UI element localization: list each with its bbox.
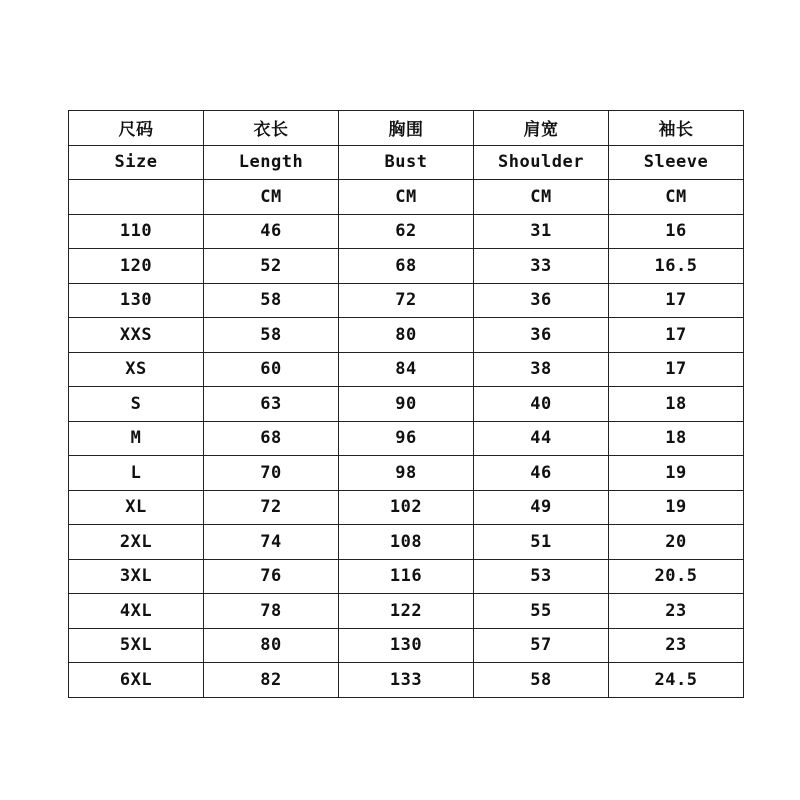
cell-bust: 72: [339, 283, 474, 318]
cell-length: 70: [204, 456, 339, 491]
cell-size: L: [69, 456, 204, 491]
cell-shoulder: 36: [474, 283, 609, 318]
cell-size: 5XL: [69, 628, 204, 663]
cell-size: 110: [69, 214, 204, 249]
table-row: [69, 421, 744, 456]
cell-length: 52: [204, 249, 339, 284]
cell-shoulder: 46: [474, 456, 609, 491]
cell-bust: 130: [339, 628, 474, 663]
unit-size: [69, 180, 204, 215]
cell-sleeve: 23: [609, 594, 744, 629]
cell-shoulder: 58: [474, 663, 609, 698]
size-chart-body: [69, 111, 744, 698]
cell-shoulder: 53: [474, 559, 609, 594]
table-row: [69, 559, 744, 594]
table-row: [69, 318, 744, 353]
cell-bust: 122: [339, 594, 474, 629]
cell-bust: 108: [339, 525, 474, 560]
cell-length: 78: [204, 594, 339, 629]
table-row: [69, 214, 744, 249]
cell-bust: 68: [339, 249, 474, 284]
table-row: [69, 283, 744, 318]
cell-sleeve: 18: [609, 421, 744, 456]
cell-sleeve: 20: [609, 525, 744, 560]
cell-length: 76: [204, 559, 339, 594]
cell-bust: 133: [339, 663, 474, 698]
cell-size: 4XL: [69, 594, 204, 629]
cell-sleeve: 17: [609, 318, 744, 353]
cell-length: 60: [204, 352, 339, 387]
header-row-english: [69, 145, 744, 180]
cell-length: 63: [204, 387, 339, 422]
table-row: [69, 352, 744, 387]
cell-bust: 90: [339, 387, 474, 422]
header-row-chinese: [69, 111, 744, 146]
cell-length: 72: [204, 490, 339, 525]
header-en-size: Size: [69, 145, 204, 180]
cell-shoulder: 33: [474, 249, 609, 284]
cell-shoulder: 40: [474, 387, 609, 422]
table-row: [69, 663, 744, 698]
cell-size: 120: [69, 249, 204, 284]
cell-bust: 62: [339, 214, 474, 249]
cell-length: 58: [204, 283, 339, 318]
table-row: [69, 628, 744, 663]
cell-sleeve: 16.5: [609, 249, 744, 284]
table-row: [69, 490, 744, 525]
cell-length: 46: [204, 214, 339, 249]
cell-bust: 102: [339, 490, 474, 525]
cell-length: 74: [204, 525, 339, 560]
header-cn-bust: 胸围: [339, 111, 474, 146]
cell-bust: 98: [339, 456, 474, 491]
cell-shoulder: 38: [474, 352, 609, 387]
cell-sleeve: 19: [609, 490, 744, 525]
cell-length: 82: [204, 663, 339, 698]
cell-size: XXS: [69, 318, 204, 353]
cell-bust: 96: [339, 421, 474, 456]
cell-shoulder: 36: [474, 318, 609, 353]
cell-length: 68: [204, 421, 339, 456]
cell-size: XS: [69, 352, 204, 387]
header-cn-sleeve: 袖长: [609, 111, 744, 146]
header-cn-size: 尺码: [69, 111, 204, 146]
table-row: [69, 249, 744, 284]
cell-sleeve: 19: [609, 456, 744, 491]
cell-sleeve: 18: [609, 387, 744, 422]
cell-length: 58: [204, 318, 339, 353]
header-cn-shoulder: 肩宽: [474, 111, 609, 146]
cell-size: 2XL: [69, 525, 204, 560]
header-en-length: Length: [204, 145, 339, 180]
size-chart-table: [68, 110, 744, 698]
header-en-sleeve: Sleeve: [609, 145, 744, 180]
unit-bust: CM: [339, 180, 474, 215]
cell-shoulder: 57: [474, 628, 609, 663]
cell-size: 6XL: [69, 663, 204, 698]
cell-bust: 80: [339, 318, 474, 353]
unit-length: CM: [204, 180, 339, 215]
cell-shoulder: 44: [474, 421, 609, 456]
cell-size: XL: [69, 490, 204, 525]
cell-sleeve: 24.5: [609, 663, 744, 698]
cell-bust: 84: [339, 352, 474, 387]
header-en-bust: Bust: [339, 145, 474, 180]
cell-size: 130: [69, 283, 204, 318]
header-en-shoulder: Shoulder: [474, 145, 609, 180]
cell-size: S: [69, 387, 204, 422]
header-cn-length: 衣长: [204, 111, 339, 146]
unit-shoulder: CM: [474, 180, 609, 215]
cell-shoulder: 49: [474, 490, 609, 525]
table-row: [69, 387, 744, 422]
cell-shoulder: 51: [474, 525, 609, 560]
cell-sleeve: 17: [609, 352, 744, 387]
cell-size: M: [69, 421, 204, 456]
table-row: [69, 525, 744, 560]
cell-length: 80: [204, 628, 339, 663]
cell-shoulder: 31: [474, 214, 609, 249]
units-row: [69, 180, 744, 215]
cell-sleeve: 20.5: [609, 559, 744, 594]
cell-size: 3XL: [69, 559, 204, 594]
cell-sleeve: 23: [609, 628, 744, 663]
cell-shoulder: 55: [474, 594, 609, 629]
unit-sleeve: CM: [609, 180, 744, 215]
table-row: [69, 594, 744, 629]
table-row: [69, 456, 744, 491]
cell-sleeve: 17: [609, 283, 744, 318]
cell-sleeve: 16: [609, 214, 744, 249]
cell-bust: 116: [339, 559, 474, 594]
